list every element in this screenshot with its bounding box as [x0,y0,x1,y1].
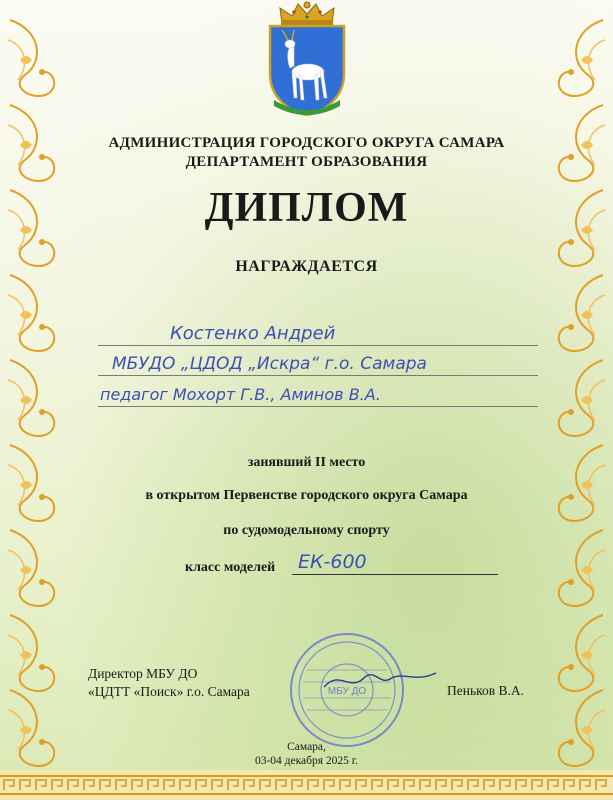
recipient-teachers: педагог Мохорт Г.В., Аминов В.А. [98,384,538,407]
model-class-value: ЕК-600 [292,550,498,575]
recipient-name: Костенко Андрей [98,323,538,346]
director-organization: «ЦДТТ «Поиск» г.о. Самара [88,684,250,699]
footer-date: 03-04 декабря 2025 г. [254,755,359,767]
director-name: Пеньков В.А. [447,683,524,698]
footer-city: Самара, [287,741,326,753]
director-signature [320,665,440,695]
recipient-organization: МБУДО „ЦДОД „Искра“ г.о. Самара [98,353,538,376]
awarded-heading: НАГРАЖДАЕТСЯ [235,258,378,275]
event-text: в открытом Первенстве городского округа Самара [145,488,468,503]
diploma-title: ДИПЛОМ [204,185,409,231]
sport-text: по судомодельному спорту [223,523,390,538]
header-department: ДЕПАРТАМЕНТ ОБРАЗОВАНИЯ [185,154,428,170]
model-class-label: класс моделей [185,560,276,575]
header-administration: АДМИНИСТРАЦИЯ ГОРОДСКОГО ОКРУГА САМАРА [108,135,505,151]
stamp-center-text: МБУ ДО [327,686,367,697]
place-text: занявший II место [247,455,366,470]
right-ornament-border [543,0,613,770]
bottom-meander-border [0,770,613,800]
left-ornament-border [0,0,70,770]
director-title: Директор МБУ ДО [88,666,198,681]
samara-coat-of-arms-icon [268,20,346,116]
